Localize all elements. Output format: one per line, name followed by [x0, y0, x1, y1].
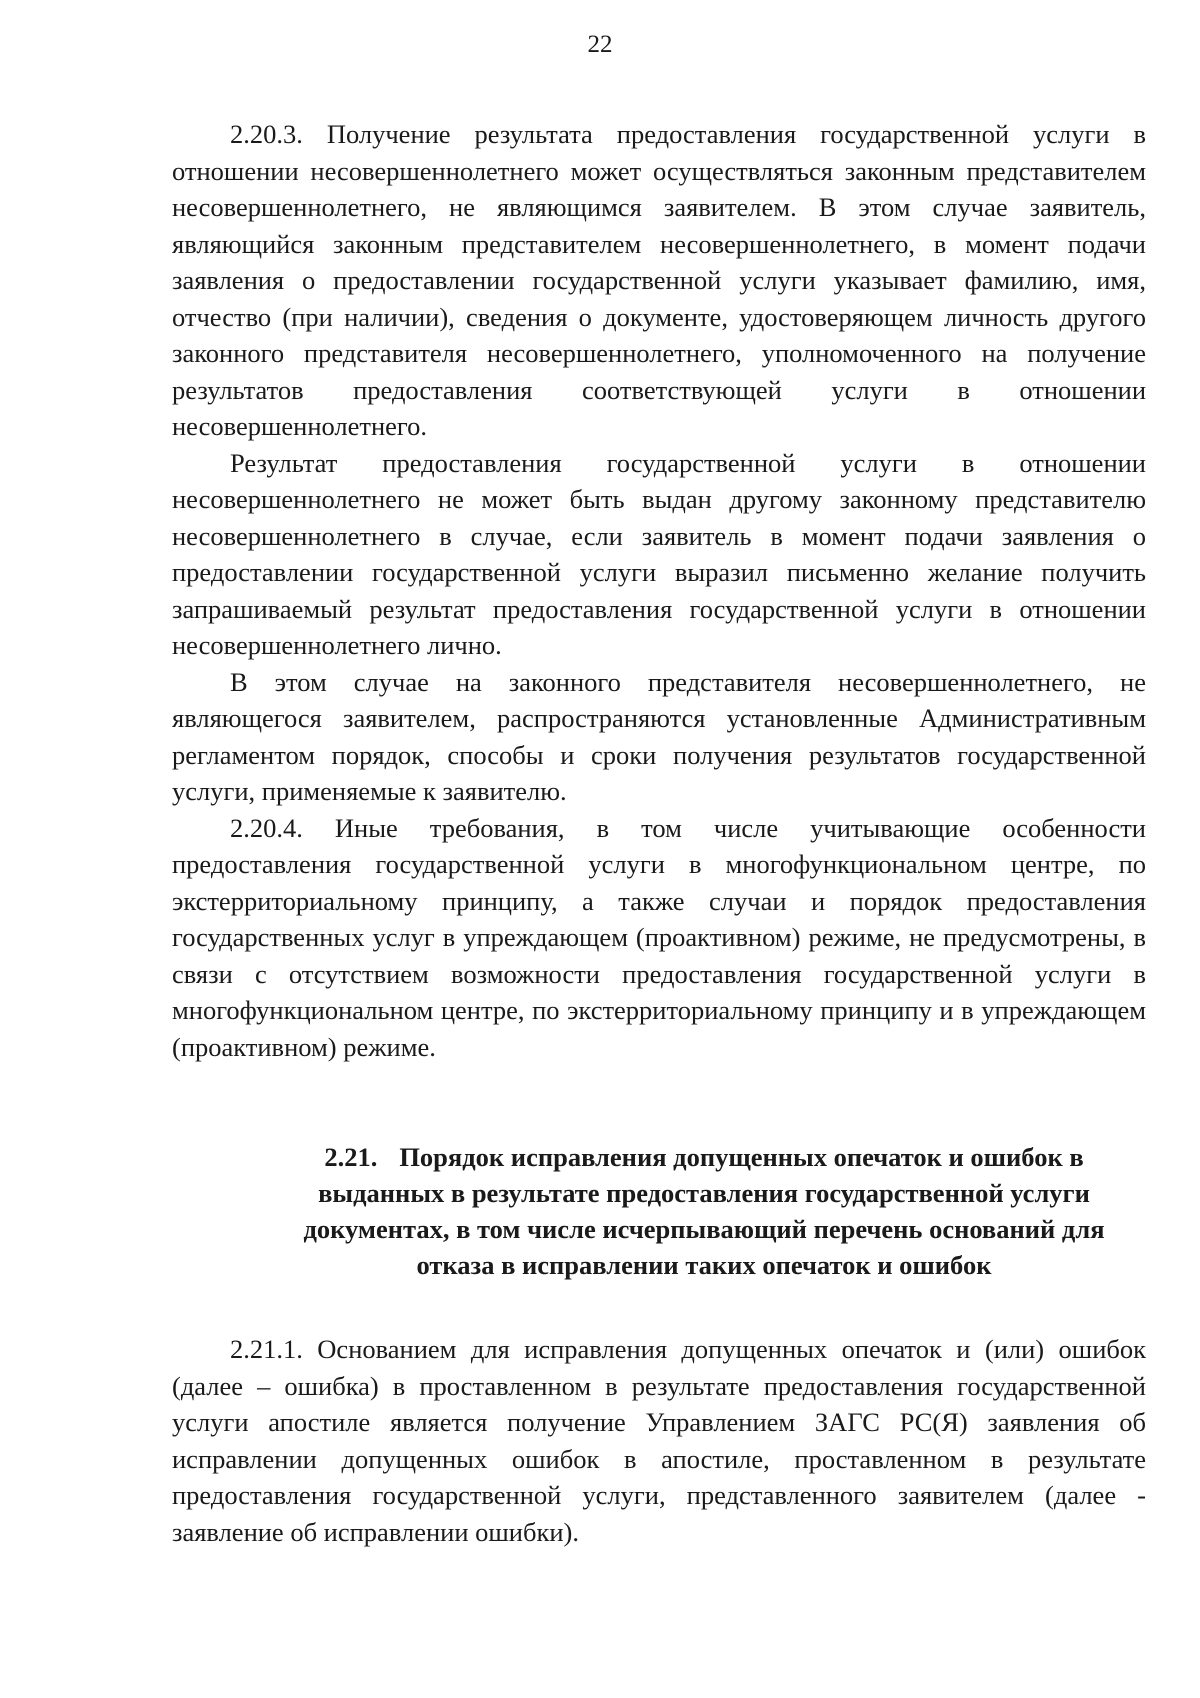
- spacer: [172, 1283, 1146, 1331]
- document-body: [172, 116, 1146, 1550]
- paragraph-legal-representative: В этом случае на законного представителя несовершеннолетнего, не являющегося заявителем, распространяются установленные Административным регламентом порядок, способы и сроки получения результатов государственной услуги, применяемые к заявителю.: [172, 666, 1146, 806]
- paragraph-2-21-1: 2.21.1. Основанием для исправления допущенных опечаток и (или) ошибок (далее – ошибка) в проставленном в результате предоставления государственной услуги апостиле является получение Управлением ЗАГС РС(Я) заявления об исправлении допущенных ошибок в апостиле, проставленном в результате предоставления государственной услуги, представленного заявителем (далее - заявление об исправлении ошибки).: [172, 1334, 1146, 1547]
- paragraph-2-20-3: 2.20.3. Получение результата предоставления государственной услуги в отношении несовершеннолетнего может осуществляться законным представителем несовершеннолетнего, не являющимся заявителем. В этом случае заявитель, являющийся законным представителем несовершеннолетнего, в момент подачи заявления о предоставлении государственной услуги указывает фамилию, имя, отчество (при наличии), сведения о документе, удостоверяющем личность другого законного представителя несовершеннолетнего, уполномоченного на получение результатов предоставления соответствующей услуги в отношении несовершеннолетнего.: [172, 119, 1146, 441]
- paragraph-2-20-4: 2.20.4. Иные требования, в том числе учитывающие особенности предоставления государственной услуги в многофункциональном центре, по экстерриториальному принципу, а также случаи и порядок предоставления государственных услуг в упреждающем (проактивном) режиме, не предусмотрены, в связи с отсутствием возможности предоставления государственной услуги в многофункциональном центре, по экстерриториальному принципу и в упреждающем (проактивном) режиме.: [172, 812, 1146, 1062]
- section-heading-text: Порядок исправления допущенных опечаток и ошибок в выданных в результате предоставления государственной услуги документах, в том числе исчерпывающий перечень оснований для отказа в исправлении таких опечаток и ошибок: [303, 1142, 1105, 1280]
- paragraph-result-minor: Результат предоставления государственной услуги в отношении несовершеннолетнего не может быть выдан другому законному представителю несовершеннолетнего в случае, если заявитель в момент подачи заявления о предоставлении государственной услуги выразил письменно желание получить запрашиваемый результат предоставления государственной услуги в отношении несовершеннолетнего лично.: [172, 447, 1146, 660]
- section-heading-number: 2.21.: [324, 1142, 378, 1172]
- section-heading-2-21: [172, 1139, 1146, 1283]
- page-number: 22: [587, 31, 613, 58]
